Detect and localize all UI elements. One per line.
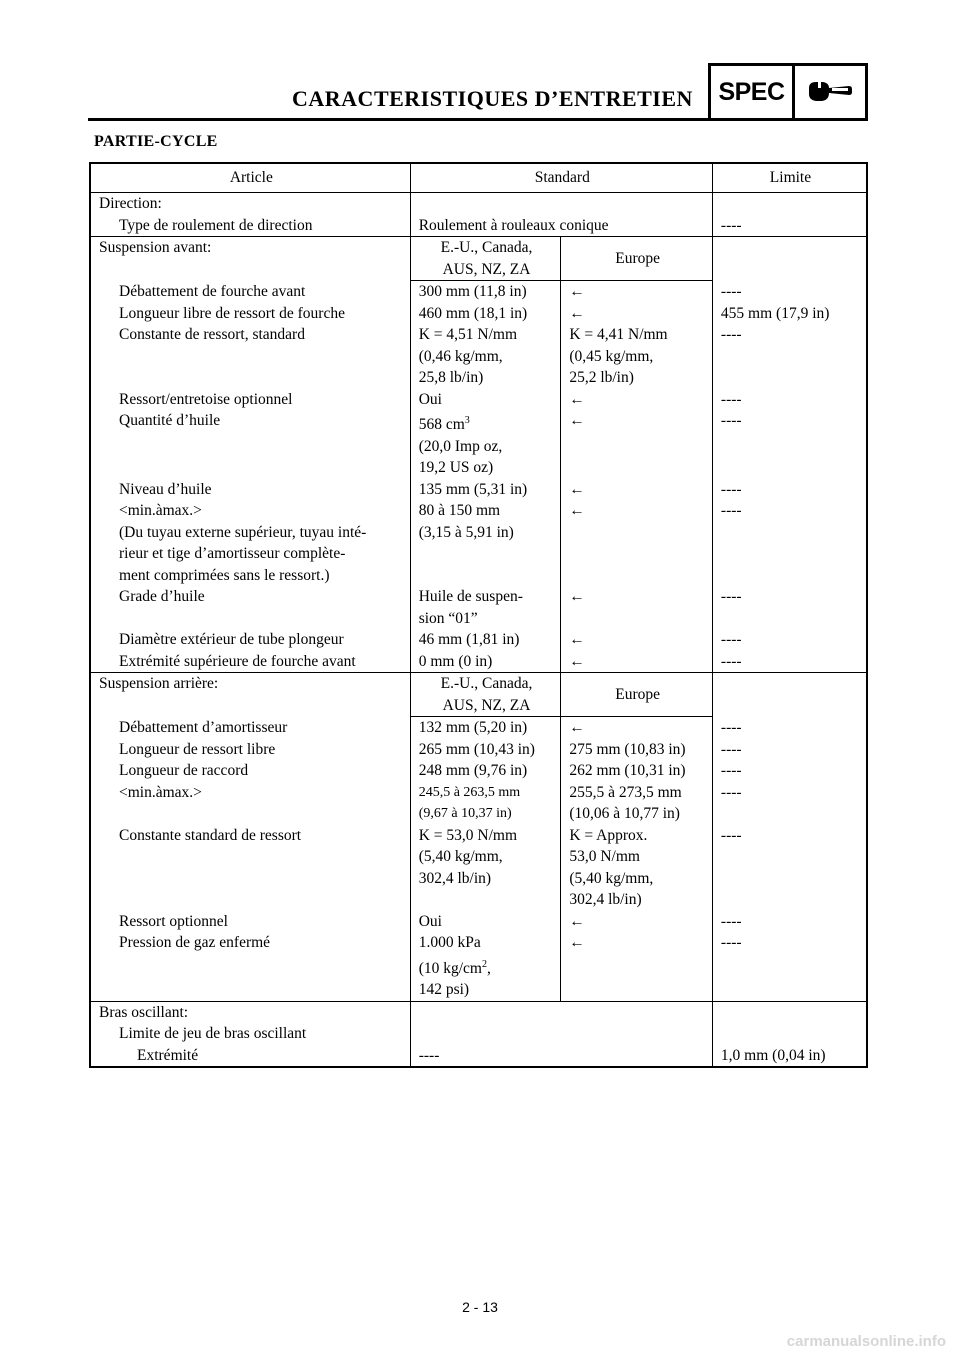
row-label-line: Débattement d’amortisseur xyxy=(119,718,288,736)
table-row xyxy=(90,410,867,479)
value-text: 265 mm (10,43 in) xyxy=(418,740,535,758)
row-standard-usa xyxy=(410,586,561,629)
row-standard-usa-line xyxy=(419,954,555,980)
blank-cell xyxy=(712,1001,867,1023)
table-row xyxy=(90,324,867,389)
table-row xyxy=(90,629,867,651)
row-standard-europe-line: K = Approx. xyxy=(569,826,648,844)
value-text: (20,0 Imp oz, xyxy=(418,437,503,455)
header-standard: Standard xyxy=(410,163,712,193)
row-label xyxy=(90,410,410,479)
row-standard-usa xyxy=(410,911,561,933)
row-standard-europe xyxy=(561,281,713,303)
row-label-line: Constante standard de ressort xyxy=(119,826,302,844)
section-title: PARTIE-CYCLE xyxy=(94,133,218,150)
row-standard-usa-line xyxy=(419,760,555,782)
row-label-line: Ressort/entretoise optionnel xyxy=(119,390,293,408)
row-label xyxy=(90,629,410,651)
row-standard-europe-line: K = 4,41 N/mm xyxy=(569,326,668,343)
table-row xyxy=(90,1023,867,1045)
row-standard-europe-line: (5,40 kg/mm, xyxy=(569,869,654,887)
section-title-direction: Direction: xyxy=(90,193,410,215)
row-standard-europe-line: 25,2 lb/in) xyxy=(569,369,634,386)
row-standard-europe-line: ← xyxy=(569,588,585,606)
row-standard-usa xyxy=(410,717,561,739)
row-standard-usa xyxy=(410,825,561,911)
row-standard-europe xyxy=(561,739,713,761)
value-text: 132 mm (5,20 in) xyxy=(418,719,528,737)
row-standard: ---- xyxy=(410,1045,712,1068)
row-label xyxy=(90,760,410,782)
row-label xyxy=(90,911,410,933)
table-row xyxy=(90,739,867,761)
row-label-line: Grade d’huile xyxy=(119,588,205,606)
row-standard-usa xyxy=(410,629,561,651)
header-rule xyxy=(88,118,710,121)
row-label xyxy=(90,739,410,761)
table-row xyxy=(90,1045,867,1068)
row-limit: ---- xyxy=(712,911,867,933)
value-text: (5,40 kg/mm, xyxy=(418,848,503,866)
row-standard-usa-line xyxy=(419,739,555,761)
row-standard-europe-line: ← xyxy=(569,652,585,670)
table-row xyxy=(90,500,867,586)
value-text: 19,2 US oz) xyxy=(418,459,494,477)
value-text: sion “01” xyxy=(418,609,478,627)
page-number: 2 - 13 xyxy=(462,1299,498,1315)
row-standard-usa-line xyxy=(419,367,555,389)
row-limit: ---- xyxy=(712,651,867,673)
row-standard-europe-line: (0,45 kg/mm, xyxy=(569,347,654,365)
row-label-line: Longueur de ressort libre xyxy=(119,740,276,758)
table-row xyxy=(90,586,867,629)
row-standard-usa-line xyxy=(419,932,555,954)
row-standard-usa-line xyxy=(419,479,555,501)
row-standard-europe xyxy=(561,782,713,825)
table-row xyxy=(90,303,867,325)
value-text: 248 mm (9,76 in) xyxy=(418,762,528,780)
row-standard-europe xyxy=(561,760,713,782)
row-standard-usa xyxy=(410,782,561,825)
value-text: K = 53,0 N/mm xyxy=(418,826,518,844)
blank-cell xyxy=(410,193,712,215)
value-text: 46 mm (1,81 in) xyxy=(418,631,520,649)
row-label xyxy=(90,479,410,501)
table-row xyxy=(90,782,867,825)
section-row-front-suspension xyxy=(90,237,867,281)
wrench-icon xyxy=(795,66,865,118)
market-header-usa-line: AUS, NZ, ZA xyxy=(442,696,531,714)
table-row xyxy=(90,215,867,237)
row-label-line: Débattement de fourche avant xyxy=(119,282,306,300)
value-text: 0 mm (0 in) xyxy=(418,652,493,670)
row-standard-usa-line xyxy=(419,717,555,739)
market-header-usa-line: E.-U., Canada, xyxy=(440,675,533,693)
row-standard-europe xyxy=(561,586,713,629)
value-text: Oui xyxy=(418,912,442,930)
row-standard-europe xyxy=(561,825,713,911)
row-standard-europe-line: 302,4 lb/in) xyxy=(569,891,642,909)
row-standard-europe xyxy=(561,911,713,933)
table-row xyxy=(90,825,867,911)
header-article: Article xyxy=(90,163,410,193)
row-label xyxy=(90,303,410,325)
row-standard-usa-line xyxy=(419,868,555,890)
row-label-line: Longueur de raccord xyxy=(119,762,249,780)
row-label-line: Ressort optionnel xyxy=(119,912,228,930)
value-text: 135 mm (5,31 in) xyxy=(418,480,528,498)
market-header-usa xyxy=(410,673,561,717)
row-standard-europe-line: ← xyxy=(569,304,585,322)
row-standard-europe xyxy=(561,651,713,673)
row-standard-europe xyxy=(561,324,713,389)
row-label-line: <min.àmax.> xyxy=(119,502,202,520)
row-limit: ---- xyxy=(712,586,867,629)
row-standard-usa-line xyxy=(419,846,555,868)
row-standard-usa-line xyxy=(419,911,555,933)
row-standard-europe-line: ← xyxy=(569,283,585,300)
row-limit: ---- xyxy=(712,500,867,586)
row-label xyxy=(90,324,410,389)
row-limit: ---- xyxy=(712,215,867,237)
table-row xyxy=(90,389,867,411)
row-label xyxy=(90,932,410,1001)
value-text: 25,8 lb/in) xyxy=(418,369,484,386)
row-limit: ---- xyxy=(712,782,867,825)
row-label xyxy=(90,281,410,303)
market-header-usa-line: AUS, NZ, ZA xyxy=(442,260,531,278)
row-standard-usa-line xyxy=(419,825,555,847)
row-standard-usa xyxy=(410,281,561,303)
comma: , xyxy=(486,959,491,977)
header-limit: Limite xyxy=(712,163,867,193)
row-label xyxy=(90,717,410,739)
row-label-line: <min.àmax.> xyxy=(119,783,202,801)
row-standard-usa-line xyxy=(419,389,555,411)
section-title-front-suspension: Suspension avant: xyxy=(90,237,410,281)
row-label-line: Longueur libre de ressort de fourche xyxy=(119,304,345,322)
row-limit: 1,0 mm (0,04 in) xyxy=(712,1045,867,1068)
value-text: 1.000 kPa xyxy=(418,934,481,952)
value-text: Oui xyxy=(418,390,442,408)
row-limit: ---- xyxy=(712,281,867,303)
value-text: 568 cm xyxy=(418,416,465,434)
row-limit: 455 mm (17,9 in) xyxy=(712,303,867,325)
row-standard-europe-line: ← xyxy=(569,412,585,429)
row-standard-europe-line: 255,5 à 273,5 mm xyxy=(569,783,682,801)
section-row-rear-suspension xyxy=(90,673,867,717)
row-standard-usa xyxy=(410,479,561,501)
market-header-europe: Europe xyxy=(561,237,713,281)
blank-cell xyxy=(410,1001,712,1023)
row-standard-usa xyxy=(410,410,561,479)
superscript: 2 xyxy=(481,958,487,970)
value-text: Huile de suspen- xyxy=(418,588,523,606)
table-row xyxy=(90,911,867,933)
row-standard-usa xyxy=(410,760,561,782)
row-standard-usa-line xyxy=(419,651,555,673)
row-standard-europe xyxy=(561,717,713,739)
row-label-line: Extrémité supérieure de fourche avant xyxy=(119,652,356,670)
row-limit: ---- xyxy=(712,932,867,1001)
spec-badge-text: SPEC xyxy=(718,77,785,106)
row-standard-europe xyxy=(561,303,713,325)
specification-table xyxy=(89,162,868,1068)
row-label xyxy=(90,825,410,911)
value-text: 142 psi) xyxy=(418,981,470,999)
row-standard-europe xyxy=(561,479,713,501)
row-limit: ---- xyxy=(712,717,867,739)
table-row xyxy=(90,717,867,739)
value-text: (9,67 à 10,37 in) xyxy=(418,806,512,822)
row-label xyxy=(90,586,410,629)
row-label-line: Diamètre extérieur de tube plongeur xyxy=(119,631,344,649)
market-header-europe: Europe xyxy=(561,673,713,717)
value-text: 300 mm (11,8 in) xyxy=(418,283,527,300)
row-limit: ---- xyxy=(712,739,867,761)
row-standard-usa-line xyxy=(419,522,555,544)
row-standard-usa-line xyxy=(419,410,555,436)
row-standard-europe-line: ← xyxy=(569,502,585,520)
row-label: Extrémité xyxy=(137,1046,199,1064)
row-standard-usa-line xyxy=(419,608,555,630)
row-standard-europe-line: ← xyxy=(569,631,585,649)
row-standard-usa-line xyxy=(419,500,555,522)
row-standard-europe-line: 262 mm (10,31 in) xyxy=(569,762,686,780)
row-standard-europe xyxy=(561,932,713,1001)
spec-badge-label-cell xyxy=(711,66,795,118)
value-text: (3,15 à 5,91 in) xyxy=(418,523,514,541)
table-row xyxy=(90,281,867,303)
row-label xyxy=(90,389,410,411)
row-limit: ---- xyxy=(712,410,867,479)
row-label-line: ment comprimées sans le ressort.) xyxy=(119,566,330,584)
row-label xyxy=(90,651,410,673)
watermark: carmanualsonline.info xyxy=(786,1333,946,1350)
row-standard-usa xyxy=(410,389,561,411)
row-standard-europe xyxy=(561,500,713,586)
row-standard-europe-line: ← xyxy=(569,912,585,930)
row-label: Type de roulement de direction xyxy=(119,216,313,234)
table-row xyxy=(90,760,867,782)
row-standard-europe xyxy=(561,389,713,411)
blank-cell xyxy=(712,673,867,717)
row-limit: ---- xyxy=(712,825,867,911)
value-text: 80 à 150 mm xyxy=(418,502,501,520)
blank-cell xyxy=(712,1023,867,1045)
row-label: Limite de jeu de bras oscillant xyxy=(119,1025,307,1043)
table-header-row xyxy=(90,163,867,193)
row-standard-europe-line: (10,06 à 10,77 in) xyxy=(569,805,680,823)
row-standard-usa-line xyxy=(419,457,555,479)
row-standard-usa xyxy=(410,500,561,586)
row-standard-usa xyxy=(410,739,561,761)
row-standard-europe xyxy=(561,629,713,651)
row-label-line: Constante de ressort, standard xyxy=(119,326,305,343)
row-standard-europe-line: ← xyxy=(569,390,585,408)
row-standard-europe-line: ← xyxy=(569,934,585,952)
row-label-line: rieur et tige d’amortisseur complète- xyxy=(119,545,346,563)
blank-cell xyxy=(712,237,867,281)
value-text: (10 kg/cm xyxy=(418,959,482,977)
superscript: 3 xyxy=(464,415,470,426)
market-header-usa xyxy=(410,237,561,281)
row-standard-usa xyxy=(410,324,561,389)
row-standard-usa xyxy=(410,303,561,325)
row-limit: ---- xyxy=(712,324,867,389)
row-limit: ---- xyxy=(712,479,867,501)
value-text: K = 4,51 N/mm xyxy=(418,326,518,343)
row-limit: ---- xyxy=(712,760,867,782)
row-standard-usa-line xyxy=(419,346,555,368)
section-title-swingarm: Bras oscillant: xyxy=(90,1001,410,1023)
value-text: 302,4 lb/in) xyxy=(418,869,492,887)
row-label-line: Niveau d’huile xyxy=(119,480,212,498)
blank-cell xyxy=(712,193,867,215)
row-standard-usa-line xyxy=(419,979,555,1001)
row-standard-usa-line xyxy=(419,629,555,651)
market-header-usa-line: E.-U., Canada, xyxy=(440,239,533,256)
row-standard-europe-line: 275 mm (10,83 in) xyxy=(569,740,686,758)
section-title-rear-suspension: Suspension arrière: xyxy=(90,673,410,717)
page-header-title: CARACTERISTIQUES D’ENTRETIEN xyxy=(292,86,693,111)
row-standard-usa-line xyxy=(419,436,555,458)
row-limit: ---- xyxy=(712,389,867,411)
row-standard-usa xyxy=(410,932,561,1001)
value-text: (0,46 kg/mm, xyxy=(418,347,503,365)
row-standard-europe xyxy=(561,410,713,479)
row-label xyxy=(90,500,410,586)
blank-cell xyxy=(410,1023,712,1045)
table-row xyxy=(90,651,867,673)
table-row xyxy=(90,932,867,1001)
row-label-line: (Du tuyau externe supérieur, tuyau inté- xyxy=(119,523,367,541)
section-row-swingarm xyxy=(90,1001,867,1023)
row-label-line: Pression de gaz enfermé xyxy=(119,934,271,952)
value-text: 245,5 à 263,5 mm xyxy=(418,784,521,800)
row-standard-europe-line: ← xyxy=(569,480,585,498)
row-standard-usa-line xyxy=(419,281,555,303)
row-standard-usa-line xyxy=(419,782,555,804)
section-row-direction xyxy=(90,193,867,215)
row-standard-europe-line: ← xyxy=(569,719,585,737)
row-standard-usa-line xyxy=(419,586,555,608)
value-text: 460 mm (18,1 in) xyxy=(418,304,528,322)
row-limit: ---- xyxy=(712,629,867,651)
row-standard-usa xyxy=(410,651,561,673)
table-row xyxy=(90,479,867,501)
row-label xyxy=(90,782,410,825)
spec-badge xyxy=(708,63,868,121)
row-label-line: Quantité d’huile xyxy=(119,412,221,429)
row-standard-usa-line xyxy=(419,303,555,325)
row-standard-usa-line xyxy=(419,803,555,825)
row-standard-europe-line: 53,0 N/mm xyxy=(569,848,640,866)
row-standard: Roulement à rouleaux conique xyxy=(410,215,712,237)
row-standard-usa-line xyxy=(419,324,555,346)
